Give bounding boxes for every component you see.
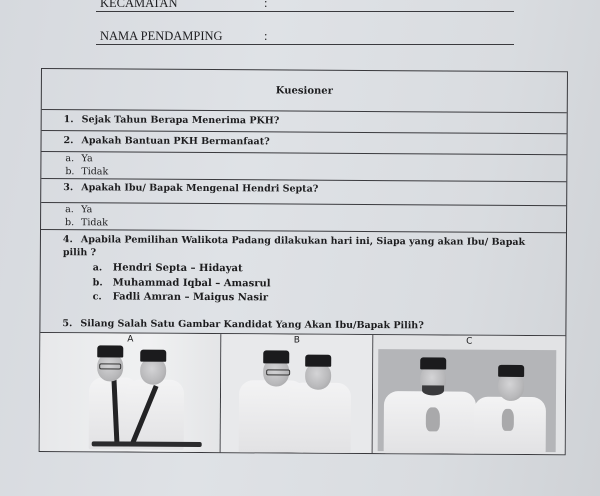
questionnaire-title: Kuesioner [42,69,567,113]
option-key: c. [92,291,102,303]
questionnaire-table [39,68,568,455]
option-label: Ya [81,204,93,216]
question-text-line2: pilih ? [62,247,97,259]
candidate-image-b[interactable] [221,334,374,453]
candidate-photo-c [378,349,557,452]
candidate-images-row [40,333,566,454]
option-label: Ya [81,153,93,165]
question-number: 1. [63,114,74,126]
question-number: 2. [63,135,74,147]
kecamatan-label: KECAMATAN [100,0,178,10]
kecamatan-field[interactable] [96,0,514,12]
question-text: Silang Salah Satu Gambar Kandidat Yang Akan Ibu/Bapak Pilih? [80,317,424,331]
nama-pendamping-colon: : [264,29,268,43]
option-key: a. [65,204,74,216]
option-key: b. [65,216,75,228]
option-label: Tidak [81,165,109,177]
kecamatan-colon: : [264,0,268,10]
nama-pendamping-field[interactable] [96,29,514,45]
candidate-photo-a [40,333,222,452]
question-text-line1: Apabila Pemilihan Walikota Padang dilakukan hari ini, Siapa yang akan Ibu/ Bapak [80,234,526,248]
question-2-options [41,152,566,182]
candidate-letter: A [127,334,134,345]
question-number: 3. [63,182,74,194]
question-3 [41,179,566,206]
candidate-options [63,261,544,307]
question-text: Apakah Ibu/ Bapak Mengenal Hendri Septa? [81,182,319,195]
candidate-photo-b [221,334,374,453]
question-5 [62,317,543,333]
candidate-image-c[interactable] [373,335,566,454]
candidate-letter: B [293,335,300,346]
option-key: a. [92,262,103,274]
question-4 [40,230,566,336]
option-label: Fadli Amran – Maigus Nasir [112,291,269,304]
candidate-letter: C [466,336,473,347]
option-label: Hendri Septa – Hidayat [112,262,243,275]
option-label: Tidak [81,216,108,228]
question-number: 4. [62,234,73,246]
option-key: b. [65,165,75,177]
option-key: a. [65,153,75,165]
candidate-image-a[interactable] [40,333,222,452]
nama-pendamping-label: NAMA PENDAMPING [100,29,223,43]
question-3-options [41,203,566,233]
question-text: Sejak Tahun Berapa Menerima PKH? [81,114,280,127]
option-fadli-amran-maigus-nasir[interactable] [93,290,544,307]
option-key: b. [92,276,103,288]
question-text: Apakah Bantuan PKH Bermanfaat? [81,135,270,148]
question-number: 5. [62,317,73,329]
option-label: Muhammad Iqbal – Amasrul [112,276,271,289]
